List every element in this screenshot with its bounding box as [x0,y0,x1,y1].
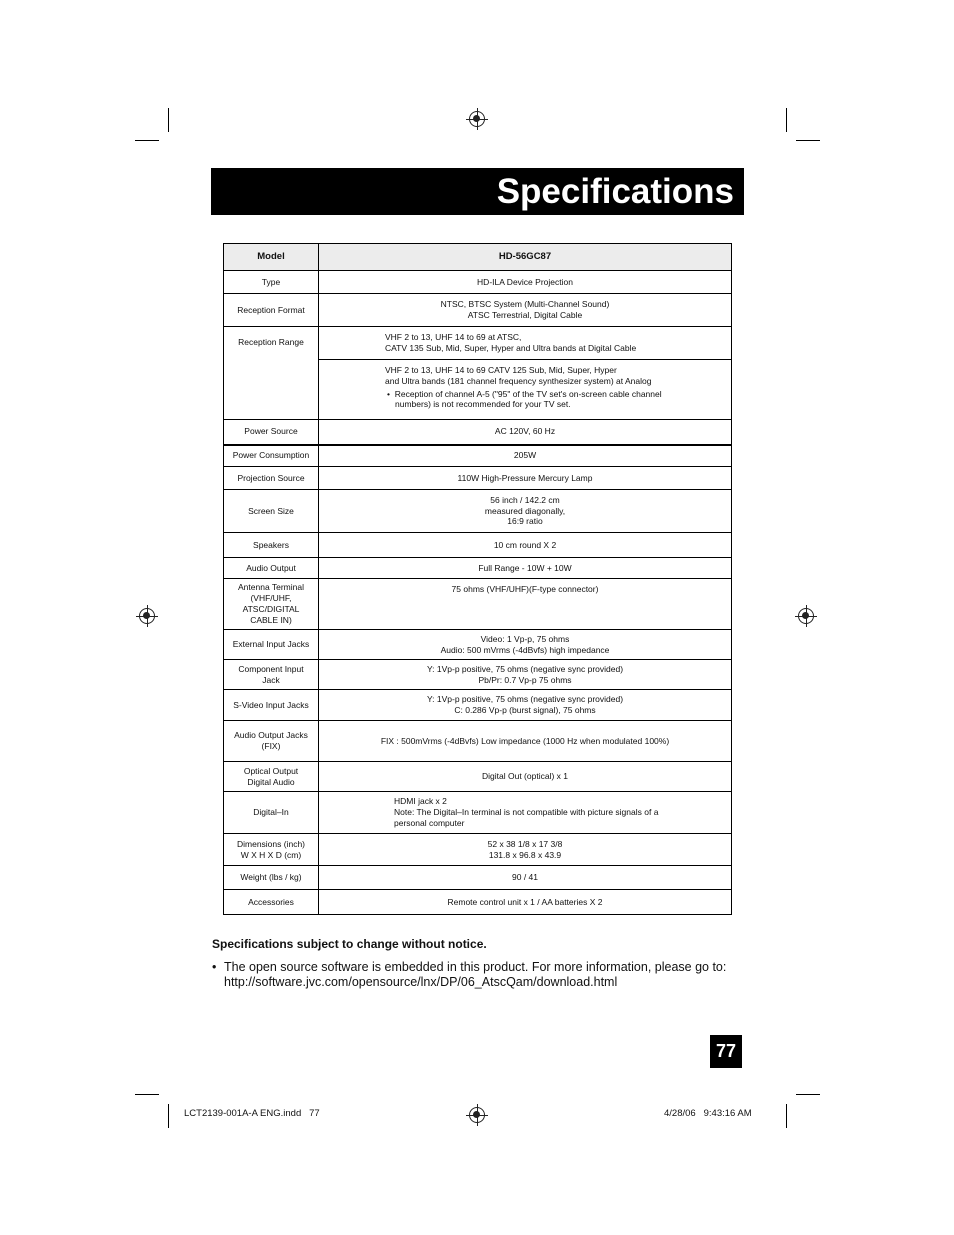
specifications-table [223,243,732,915]
crop-mark [168,1104,169,1128]
row-value: 75 ohms (VHF/UHF)(F-type connector) [319,579,732,630]
table-row [224,721,732,762]
table-row [224,558,732,579]
table-row [224,467,732,490]
row-label: Audio Output [224,558,319,579]
row-label: Speakers [224,533,319,558]
download-link[interactable]: http://software.jvc.com/opensource/lnx/DP/06_AtscQam/download.html [224,975,618,989]
table-row [224,890,732,915]
crop-mark [796,140,820,141]
row-value: Y: 1Vp-p positive, 75 ohms (negative sync provided) Pb/Pr: 0.7 Vp-p 75 ohms [319,660,732,690]
table-row [224,866,732,890]
table-row [224,630,732,660]
row-value: VHF 2 to 13, UHF 14 to 69 CATV 125 Sub, Mid, Super, Hyper and Ultra bands (181 channel frequency synthesizer system) at Analog • Reception of channel A-5 ("95" of the TV set's on-screen cable channel numbers) is not recommended for your TV set. [319,360,732,420]
page-number: 77 [710,1035,742,1068]
row-label: Dimensions (inch) W X H X D (cm) [224,834,319,866]
table-row [224,327,732,360]
row-label: Audio Output Jacks (FIX) [224,721,319,762]
row-value: Video: 1 Vp-p, 75 ohms Audio: 500 mVrms (-4dBvfs) high impedance [319,630,732,660]
row-label: Screen Size [224,490,319,533]
table-row [224,660,732,690]
row-label: Power Consumption [224,445,319,467]
row-value: Full Range - 10W + 10W [319,558,732,579]
table-row [224,579,732,630]
table-row [224,834,732,866]
row-value: HD-ILA Device Projection [319,271,732,294]
row-label: Component Input Jack [224,660,319,690]
row-value: 10 cm round X 2 [319,533,732,558]
crop-mark [135,140,159,141]
table-row [224,294,732,327]
row-label: S-Video Input Jacks [224,690,319,721]
registration-mark-icon [469,111,485,127]
change-notice: Specifications subject to change without notice. [212,937,487,951]
row-value: Y: 1Vp-p positive, 75 ohms (negative sync provided) C: 0.286 Vp-p (burst signal), 75 ohms [319,690,732,721]
table-row [224,762,732,792]
table-header-row [224,244,732,271]
crop-mark [786,1104,787,1128]
crop-mark [168,108,169,132]
bullet-icon: • [212,960,217,974]
row-label: Reception Format [224,294,319,327]
row-label: Weight (lbs / kg) [224,866,319,890]
title-bar [211,168,744,215]
table-row [224,533,732,558]
crop-mark [786,108,787,132]
open-source-note: • The open source software is embedded in this product. For more information, please go to: http://software.jvc.com/opensource/lnx/DP/06_AtscQam/download.html [212,960,727,989]
row-value: AC 120V, 60 Hz [319,420,732,445]
footer-file-name: LCT2139-001A-A ENG.indd 77 [184,1108,320,1119]
row-label: Reception Range [224,327,319,420]
row-label: Accessories [224,890,319,915]
row-value: 205W [319,445,732,467]
registration-mark-icon [139,608,155,624]
table-row [224,690,732,721]
row-value: VHF 2 to 13, UHF 14 to 69 at ATSC, CATV 135 Sub, Mid, Super, Hyper and Ultra bands at Digital Cable [319,327,732,360]
registration-mark-icon [469,1107,485,1123]
page-title: Specifications [496,172,734,211]
row-label: Optical Output Digital Audio [224,762,319,792]
row-value: 56 inch / 142.2 cm measured diagonally, 16:9 ratio [319,490,732,533]
row-label: External Input Jacks [224,630,319,660]
footer-timestamp: 4/28/06 9:43:16 AM [664,1108,752,1119]
table-row [224,271,732,294]
row-value: Digital Out (optical) x 1 [319,762,732,792]
bullet-note: • Reception of channel A-5 ("95" of the TV set's on-screen cable channel numbers) is not recommended for your TV set. [387,388,662,410]
row-value: NTSC, BTSC System (Multi-Channel Sound) ATSC Terrestrial, Digital Cable [319,294,732,327]
row-value: FIX : 500mVrms (-4dBvfs) Low impedance (1000 Hz when modulated 100%) [319,721,732,762]
table-row [224,420,732,445]
header-value: HD-56GC87 [319,244,732,271]
row-label: Type [224,271,319,294]
header-label: Model [224,244,319,271]
row-value: HDMI jack x 2 Note: The Digital–In terminal is not compatible with picture signals of a personal computer [319,792,732,834]
row-value: 52 x 38 1/8 x 17 3/8 131.8 x 96.8 x 43.9 [319,834,732,866]
table-row [224,792,732,834]
crop-mark [135,1094,159,1095]
row-label: Digital–In [224,792,319,834]
row-value: Remote control unit x 1 / AA batteries X 2 [319,890,732,915]
row-value: 110W High-Pressure Mercury Lamp [319,467,732,490]
row-label: Antenna Terminal (VHF/UHF, ATSC/DIGITAL CABLE IN) [224,579,319,630]
crop-mark [796,1094,820,1095]
table-row [224,445,732,467]
table-row [224,490,732,533]
row-value: 90 / 41 [319,866,732,890]
row-label: Projection Source [224,467,319,490]
registration-mark-icon [798,608,814,624]
row-label: Power Source [224,420,319,445]
